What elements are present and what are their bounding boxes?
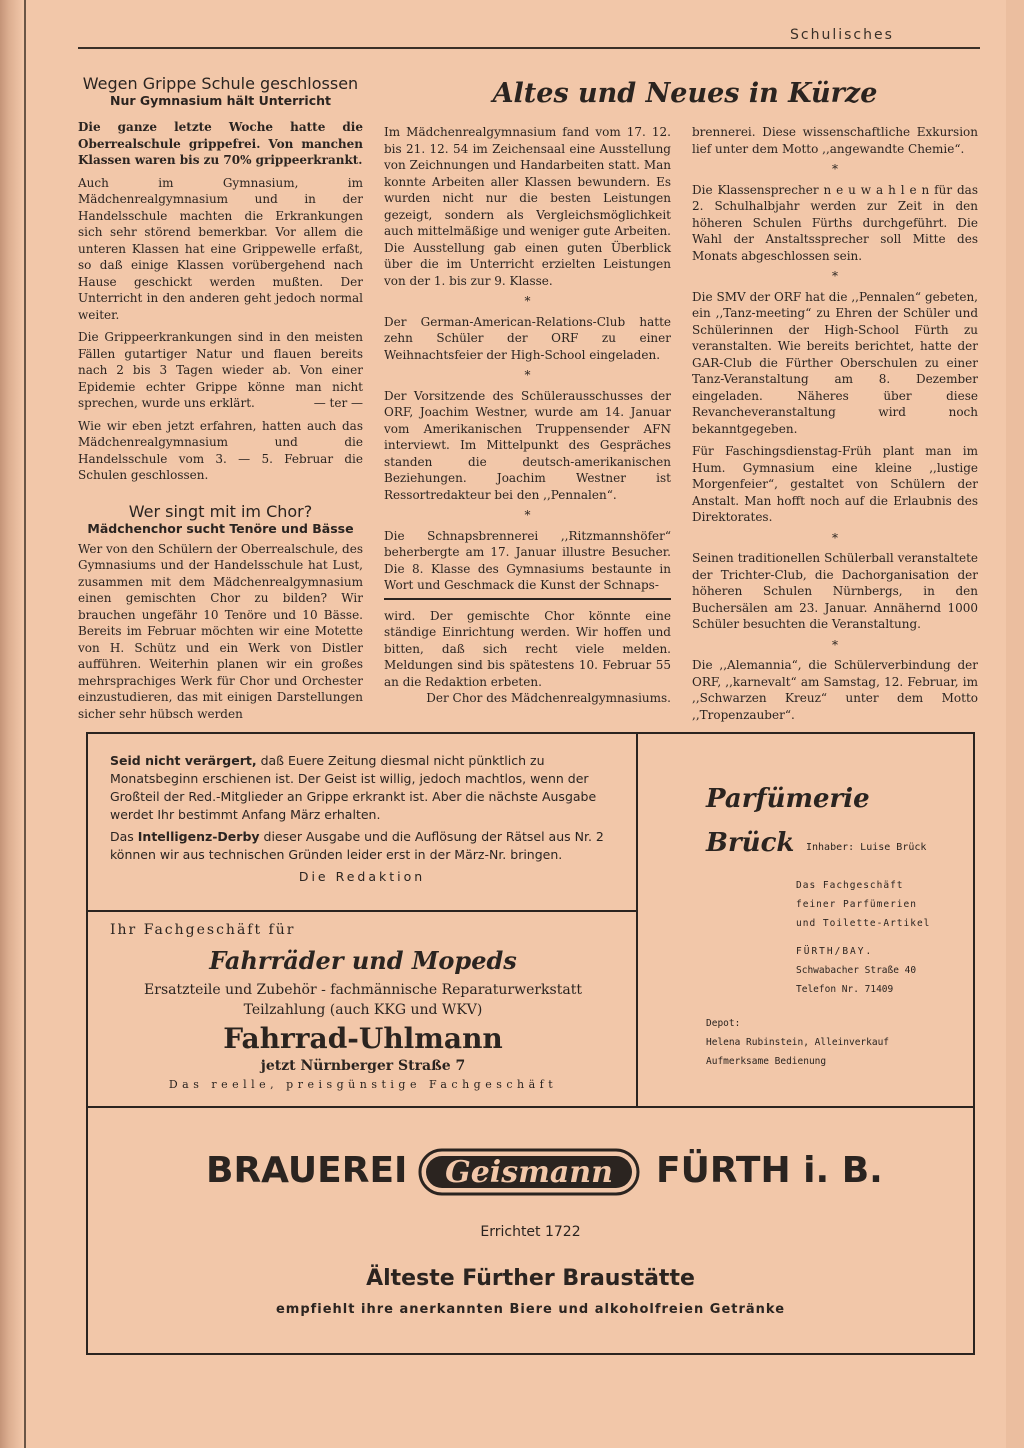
brewery-slogan: Älteste Fürther Braustätte xyxy=(366,1266,695,1291)
notice-paragraph-1: Seid nicht verärgert, daß Euere Zeitung diesmal nicht pünktlich zu Monatsbeginn erschienen ist. Der Geist ist willig, jedoch machtlos, wenn der Großteil der Red.-Mitglieder an Grippe erkrankt ist. Aber die nächste Ausgabe werdet Ihr bestimmt Anfang März erhalten. xyxy=(110,753,597,822)
news-item: Im Mädchenrealgymnasium fand vom 17. 12. bis 21. 12. 54 im Zeichensaal eine Ausstellung von Zeichnungen und Handarbeiten statt. Man konnte Arbeiten aller Klassen bewundern. Es wurden nicht nur die besten Leistungen gezeigt, sondern als Vergleichsmöglichkeit auch mittelmäßige und weniger gute Arbeiten. Die Ausstellung gab einen guten Überblick über die im Unterricht erzielten Leistungen von der 1. bis zur 9. Klasse. xyxy=(384,125,671,288)
brewery-logo xyxy=(418,1136,640,1210)
left-column xyxy=(78,74,363,721)
brewery-city: FÜRTH i. B. xyxy=(656,1150,883,1191)
page-right-edge xyxy=(1006,0,1024,1448)
bike-intro: Ihr Fachgeschäft für xyxy=(110,922,296,938)
choir-continuation: wird. Der gemischte Chor könnte eine ständige Einrichtung werden. Wir hoffen und bitten, daß sich recht viele melden. Meldungen sind bis spätestens 10. Februar 55 an die Redaktion erbeten. xyxy=(384,608,671,689)
choir-paragraph: Wer von den Schülern der Oberrealschule, des Gymnasiums und der Handelsschule hat Lust, zusammen mit dem Mädchenrealgymnasium einen gemischten Chor zu bilden? Wir brauchen ungefähr 10 Tenöre und 10 Bässe. Bereits im Februar möchten wir eine Motette von H. Schütz und ein Werk von Distler aufführen. Weiterhin planen wir ein großes mehrsprachiges Werk für Chor und Orchester einzustudieren, das mit einigen Darstellungen sicher sehr hübsch werden xyxy=(78,541,363,721)
flu-paragraph-3: Wie wir eben jetzt erfahren, hatten auch das Mädchenrealgymnasium und die Handelsschule vom 3. — 5. Februar die Schulen geschlossen. xyxy=(78,418,363,482)
news-item: Die Klassensprecher n e u w a h l e n für das 2. Schulhalbjahr werden zur Zeit in den höheren Schulen Fürths durchgeführt. Die Wahl der Anstaltssprecher soll Mitte des Monats abgeschlossen sein. xyxy=(692,182,978,263)
middle-column xyxy=(384,124,671,706)
brewery-established: Errichtet 1722 xyxy=(480,1224,581,1240)
choir-signature: Der Chor des Mädchenrealgymnasiums. xyxy=(426,691,671,705)
brewery-word: BRAUEREI xyxy=(206,1150,408,1191)
perfume-name: Parfümerie xyxy=(706,784,870,814)
brewery-ad xyxy=(88,1106,973,1355)
bicycle-ad xyxy=(88,912,638,1106)
editorial-notice xyxy=(88,734,638,912)
bike-services: Ersatzteile und Zubehör - fachmännische Reparaturwerkstatt xyxy=(144,982,582,998)
star-separator: * xyxy=(832,530,838,545)
notice-paragraph-2: Das Intelligenz-Derby dieser Ausgabe und die Auflösung der Rätsel aus Nr. 2 können wir aus technischen Gründen leider erst in der März-Nr. bringen. xyxy=(110,829,604,862)
svg-text:Geismann: Geismann xyxy=(445,1155,613,1190)
star-separator: * xyxy=(832,637,838,652)
choir-headline: Wer singt mit im Chor? xyxy=(128,501,313,521)
column-rule xyxy=(384,598,671,600)
news-item: Für Faschingsdienstag-Früh plant man im Hum. Gymnasium eine kleine ,,lustige Morgenfeier“, gestaltet von Schülern der Anstalt. Man hofft noch auf die Erlaubnis des Direktorates. xyxy=(692,444,978,524)
page-fold-line xyxy=(24,0,26,1448)
news-item: Die ,,Alemannia“, die Schülerverbindung der ORF, ,,karnevalt“ am Samstag, 12. Februar, im ,,Schwarzen Kreuz“ unter dem Motto ,,Tropenzauber“. xyxy=(692,658,978,722)
perfume-description: Das Fachgeschäft feiner Parfümerien und Toilette-Artikel xyxy=(796,880,931,929)
star-separator: * xyxy=(524,368,531,382)
flu-subhead: Nur Gymnasium hält Unterricht xyxy=(110,93,331,108)
flu-paragraph-2: Die Grippeerkrankungen sind in den meisten Fällen gutartiger Natur und flauen bereits nach 2 bis 3 Tagen wieder ab. Von einer Epidemie echter Grippe könne man nicht sprechen, wurde uns erklärt. — ter — xyxy=(78,330,363,410)
star-separator: * xyxy=(524,508,531,522)
perfume-address: FÜRTH/BAY. Schwabacher Straße 40 Telefon Nr. 71409 xyxy=(796,946,917,995)
news-item: Die Schnapsbrennerei ,,Ritzmannshöfer“ beherbergte am 17. Januar illustre Besucher. Die 8. Klasse des Gymnasiums bestaunte in Wort und Geschmack die Kunst der Schnaps- xyxy=(384,528,671,592)
news-item: Der German-American-Relations-Club hatte zehn Schüler der ORF zu einer Weihnachtsfeier der High-School eingeladen. xyxy=(384,314,671,362)
page-edge-shadow xyxy=(0,0,22,1448)
flu-headline: Wegen Grippe Schule geschlossen xyxy=(82,74,359,93)
choir-subhead: Mädchenchor sucht Tenöre und Bässe xyxy=(87,520,354,536)
news-item: brennerei. Diese wissenschaftliche Exkursion lief unter dem Motto ,,angewandte Chemie“. xyxy=(692,125,978,156)
header-rule xyxy=(78,47,980,49)
perfume-brand: Brück xyxy=(706,828,795,858)
star-separator: * xyxy=(832,162,838,176)
news-item: Seinen traditionellen Schülerball veranstaltete der Trichter-Club, die Dachorganisation der höheren Schulen Nürnbergs, in den Buchersälen am 23. Januar. Annähernd 1000 Schüler besuchten die Veranstaltung. xyxy=(692,551,978,631)
brewery-tagline: empfiehlt ihre anerkannten Biere und alkoholfreien Getränke xyxy=(275,1302,786,1317)
flu-signature: — ter — xyxy=(313,396,363,410)
news-item: Der Vorsitzende des Schülerausschusses der ORF, Joachim Westner, wurde am 14. Januar vom Amerikanischen Truppensender AFN interviewt. Im Mittelpunkt des Gespräches standen die deutsch-amerikanischen Beziehungen. Joachim Westner ist Ressortredakteur bei den ,,Pennalen“. xyxy=(384,388,671,502)
flu-lead: Die ganze letzte Woche hatte die Oberrealschule grippefrei. Von manchen Klassen waren bis zu 70% grippeerkrankt. xyxy=(78,120,363,167)
perfume-owner: Inhaber: Luise Brück xyxy=(806,842,927,853)
perfume-ad xyxy=(638,734,973,1106)
bike-address: jetzt Nürnberger Straße 7 xyxy=(260,1058,466,1074)
bike-shop-name: Fahrrad-Uhlmann xyxy=(223,1022,503,1055)
news-item: Die SMV der ORF hat die ,,Pennalen“ gebeten, ein ,,Tanz-meeting“ zu Ehren der Schüler und Schülerinnen der High-School Fürth zu veranstalten. Wie bereits berichtet, hatte der GAR-Club die Fürther Oberschulen zu einer Tanz-Veranstaltung am 8. Dezember eingeladen. Näheres über diese Revancheveranstaltung wird noch bekanntgegeben. xyxy=(692,289,978,436)
star-separator: * xyxy=(832,269,838,283)
section-label: Schulisches xyxy=(790,27,894,43)
flu-paragraph-1: Auch im Gymnasium, im Mädchenrealgymnasium und in der Handelsschule machten die Erkrankungen sich sehr störend bemerkbar. Vor allem die unteren Klassen hat eine Grippewelle erfaßt, so daß einige Klassen vorübergehend nach Hause geschickt werden mußten. Der Unterricht in den anderen geht jedoch normal weiter. xyxy=(78,175,363,322)
star-separator: * xyxy=(524,294,531,308)
news-title: Altes und Neues in Kürze xyxy=(492,78,878,109)
bike-title: Fahrräder und Mopeds xyxy=(209,946,517,975)
bike-payment: Teilzahlung (auch KKG und WKV) xyxy=(243,1002,483,1018)
bike-slogan: Das reelle, preisgünstige Fachgeschäft xyxy=(168,1078,558,1091)
perfume-depot: Depot: Helena Rubinstein, Alleinverkauf Aufmerksame Bedienung xyxy=(706,1018,890,1067)
right-column xyxy=(692,124,978,722)
notice-signature: Die Redaktion xyxy=(298,869,426,884)
